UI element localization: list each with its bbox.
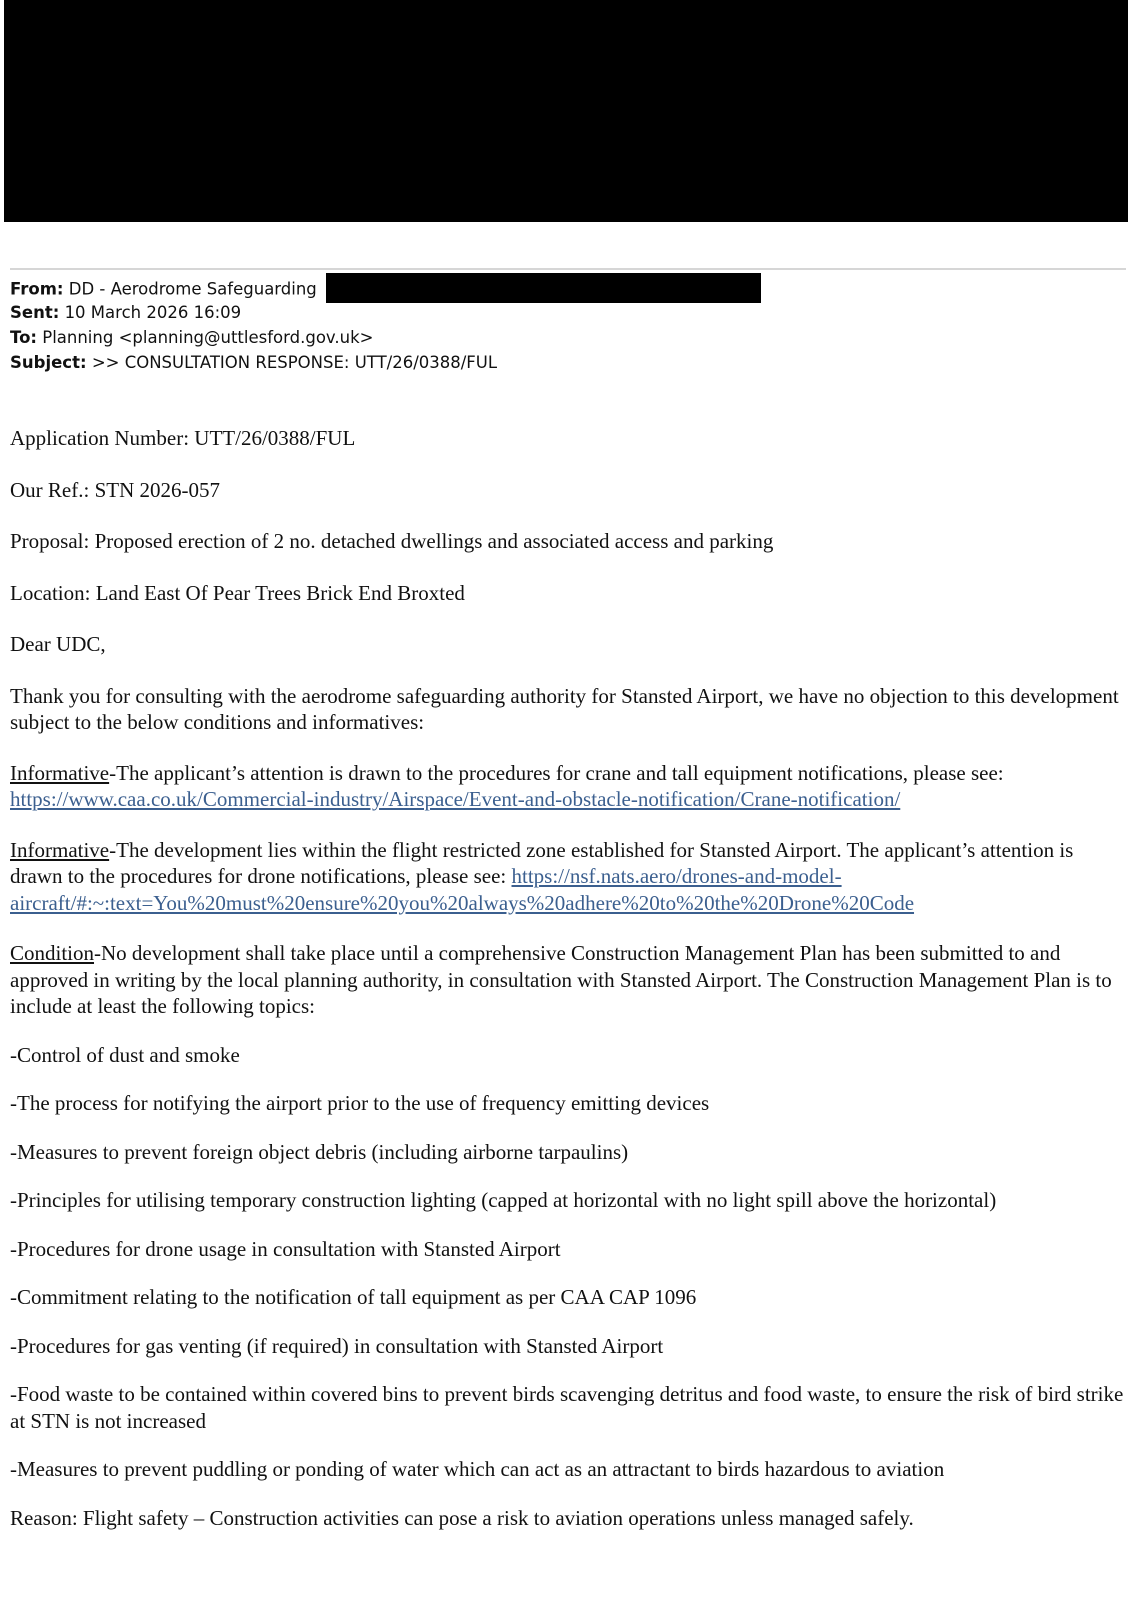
letter-body [10, 425, 1126, 1531]
reason-paragraph: Reason: Flight safety – Construction activities can pose a risk to aviation operations unless managed safely. [10, 1505, 914, 1530]
subject-value: >> CONSULTATION RESPONSE: UTT/26/0388/FUL [91, 353, 498, 372]
to-value: Planning <planning@uttlesford.gov.uk> [42, 328, 374, 347]
crane-notification-link[interactable]: https://www.caa.co.uk/Commercial-industry/Airspace/Event-and-obstacle-notification/Crane-notification/ [10, 787, 901, 811]
email-header [10, 275, 1110, 375]
to-row [10, 325, 1110, 350]
topic-item: -The process for notifying the airport prior to the use of frequency emitting devices [10, 1091, 710, 1115]
sent-row [10, 300, 1110, 325]
from-label: From: [10, 279, 64, 299]
informative-label: Informative [10, 837, 110, 862]
to-label: To: [10, 328, 37, 347]
topic-item: -Control of dust and smoke [10, 1042, 240, 1067]
intro-paragraph: Thank you for consulting with the aerodrome safeguarding authority for Stansted Airport, we have no objection to this development subject to the below conditions and informatives: [10, 683, 1119, 734]
drone-notification-link[interactable]: https://nsf.nats.aero/drones-and-model-aircraft/#:~:text=You%20must%20ensure%20you%20always%20adhere%20to%20the%20Drone%20Code [10, 864, 915, 915]
from-value: DD - Aerodrome Safeguarding [68, 279, 317, 299]
informative-drone [10, 837, 1126, 917]
salutation: Dear UDC, [10, 632, 106, 656]
subject-row [10, 350, 1110, 375]
location: Location: Land East Of Pear Trees Brick End Broxted [10, 580, 465, 605]
informative-text: -The development lies within the flight restricted zone established for Stansted Airport. The applicant’s attention is drawn to the procedures for drone notifications, please see: [10, 837, 1074, 888]
redaction-block-top [4, 0, 1128, 222]
our-ref: Our Ref.: STN 2026-057 [10, 477, 220, 502]
informative-crane [10, 760, 1126, 813]
topic-item: -Procedures for gas venting (if required) in consultation with Stansted Airport [10, 1333, 664, 1358]
sent-value: 10 March 2026 16:09 [64, 303, 242, 322]
topic-item: -Measures to prevent foreign object debris (including airborne tarpaulins) [10, 1139, 629, 1164]
topic-item: -Commitment relating to the notification of tall equipment as per CAA CAP 1096 [10, 1285, 697, 1309]
informative-label: Informative [10, 760, 110, 785]
redaction-block-email [326, 273, 761, 303]
topic-item: -Principles for utilising temporary construction lighting (capped at horizontal with no light spill above the horizontal) [10, 1188, 997, 1212]
from-row [10, 275, 1110, 300]
application-number: Application Number: UTT/26/0388/FUL [10, 426, 356, 450]
condition-label: Condition [10, 941, 95, 965]
subject-label: Subject: [10, 353, 87, 372]
proposal: Proposal: Proposed erection of 2 no. detached dwellings and associated access and parking [10, 529, 774, 553]
sent-label: Sent: [10, 303, 60, 322]
topic-item: -Measures to prevent puddling or ponding of water which can act as an attractant to birds hazardous to aviation [10, 1457, 945, 1481]
topic-item: -Food waste to be contained within covered bins to prevent birds scavenging detritus and food waste, to ensure the risk of bird strike at STN is not increased [10, 1382, 1124, 1433]
topic-item: -Procedures for drone usage in consultation with Stansted Airport [10, 1236, 561, 1261]
condition-paragraph [10, 940, 1126, 1020]
condition-text: -No development shall take place until a comprehensive Construction Management Plan has been submitted to and approved in writing by the local planning authority, in consultation with Stansted Airport. The Construction Management Plan is to include at least the following topics: [10, 941, 1112, 1018]
header-divider [10, 268, 1126, 270]
informative-text: -The applicant’s attention is drawn to the procedures for crane and tall equipment notifications, please see: [109, 760, 1004, 785]
